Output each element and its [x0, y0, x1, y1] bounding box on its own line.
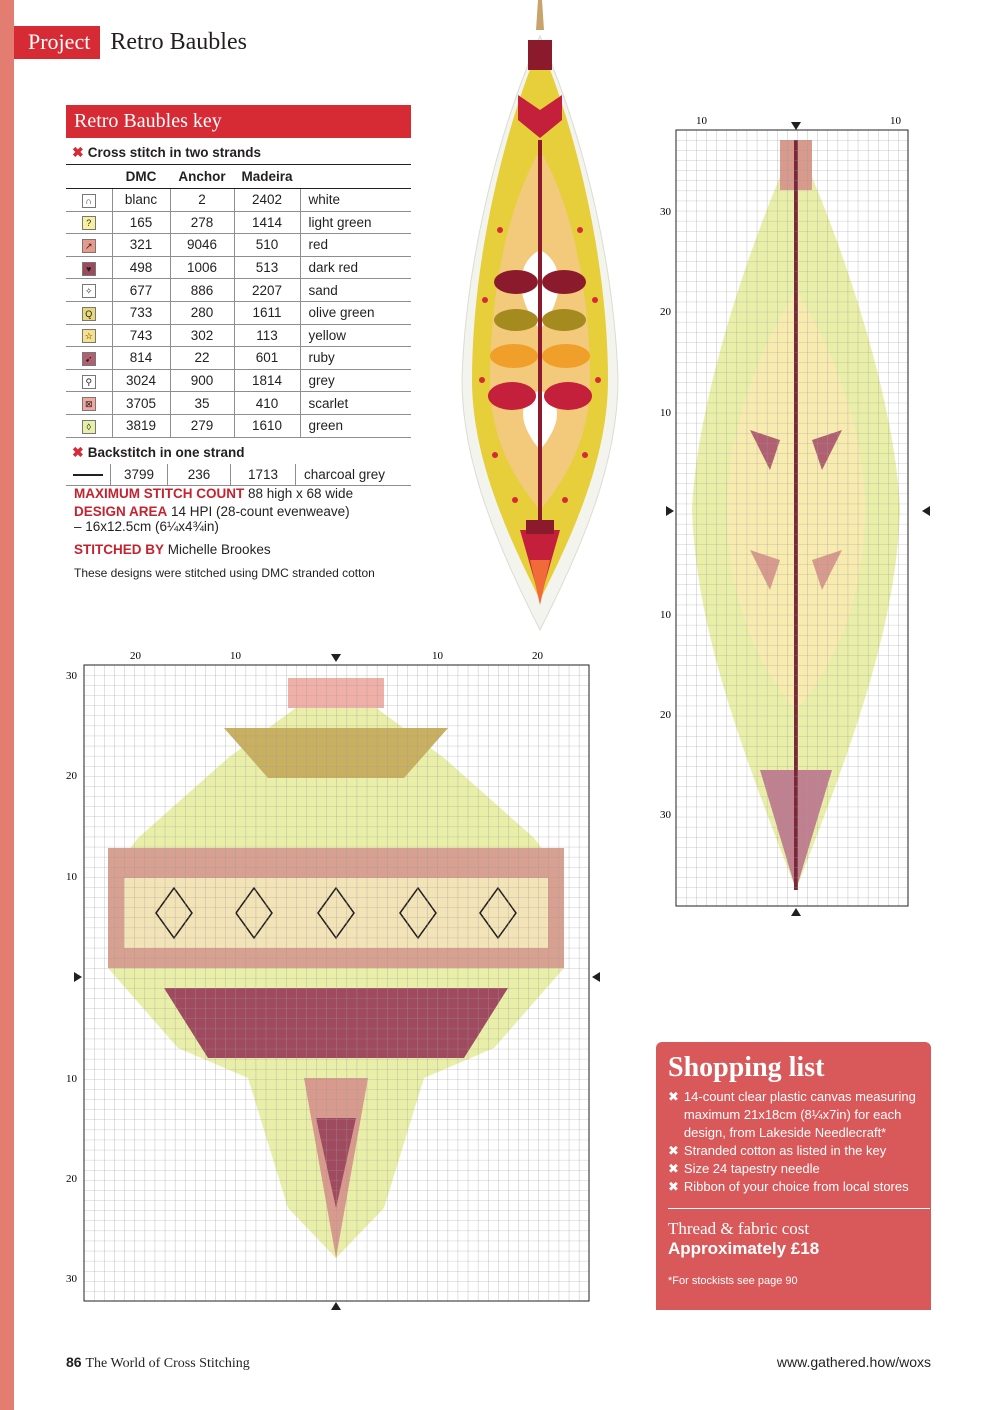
shopping-list — [656, 1042, 931, 1310]
cross-icon: ✖ — [668, 1161, 679, 1176]
side-label: 20 — [660, 306, 671, 318]
symbol-icon: ⚲ — [82, 375, 96, 389]
col-madeira: Madeira — [234, 165, 300, 189]
key-row: ⚲ 3024 900 1814 grey — [66, 369, 411, 392]
list-item: ✖ Ribbon of your choice from local stores — [668, 1179, 909, 1194]
list-item: ✖ 14-count clear plastic canvas measuring maximum 21x18cm (8¼x7in) for each design, from Lakeside Needlecraft* — [668, 1089, 916, 1140]
top-label: 10 — [696, 115, 707, 127]
magazine-name: The World of Cross Stitching — [85, 1356, 250, 1371]
cost-label: Thread & fabric cost — [668, 1219, 810, 1238]
symbol-icon: ◊ — [82, 420, 96, 434]
key-title: Retro Baubles key — [66, 105, 411, 138]
symbol-icon: ? — [82, 216, 96, 230]
key-row: ♥ 498 1006 513 dark red — [66, 256, 411, 279]
symbol-icon: ✧ — [82, 284, 96, 298]
key-row: Q 733 280 1611 olive green — [66, 301, 411, 324]
top-label: 20 — [532, 650, 543, 662]
thread-key — [66, 105, 411, 486]
side-label: 30 — [66, 1273, 77, 1285]
side-label: 10 — [660, 407, 671, 419]
line-icon — [73, 474, 103, 476]
stitched-by: STITCHED BY Michelle Brookes — [74, 542, 271, 557]
top-label: 20 — [130, 650, 141, 662]
symbol-icon: ♥ — [82, 262, 96, 276]
key-row: ↗ 321 9046 510 red — [66, 234, 411, 257]
symbol-icon: ➹ — [82, 352, 96, 366]
shopping-title: Shopping list — [668, 1052, 825, 1083]
symbol-icon: ↗ — [82, 239, 96, 253]
backstitch-row: 3799 236 1713 charcoal grey — [66, 464, 411, 486]
side-label: 10 — [66, 1073, 77, 1085]
list-item: ✖ Stranded cotton as listed in the key — [668, 1143, 887, 1158]
bauble-photo — [440, 0, 640, 640]
col-dmc: DMC — [112, 165, 170, 189]
list-item: ✖ Size 24 tapestry needle — [668, 1161, 820, 1176]
key-row: ✧ 677 886 2207 sand — [66, 279, 411, 302]
cross-icon: ✖ — [72, 443, 84, 460]
dmc-note: These designs were stitched using DMC stranded cotton — [74, 566, 375, 580]
cross-icon: ✖ — [668, 1179, 679, 1194]
chart-tall-bauble — [660, 110, 935, 920]
side-label: 30 — [66, 670, 77, 682]
top-label: 10 — [230, 650, 241, 662]
page-edge-strip — [0, 0, 14, 1410]
key-table — [66, 164, 411, 438]
backstitch-heading-text: Backstitch in one strand — [87, 444, 245, 460]
max-stitch-count: MAXIMUM STITCH COUNT 88 high x 68 wide — [74, 486, 354, 501]
side-label: 20 — [66, 770, 77, 782]
key-row: ⊠ 3705 35 410 scarlet — [66, 392, 411, 415]
symbol-icon: ∩ — [82, 194, 96, 208]
page-number: 86 — [66, 1354, 82, 1370]
page-title: Retro Baubles — [110, 28, 247, 55]
side-label: 20 — [66, 1173, 77, 1185]
cross-heading-text: Cross stitch in two strands — [87, 145, 262, 160]
section-tag: Project — [14, 26, 100, 59]
backstitch-heading — [66, 438, 411, 464]
key-row: ☆ 743 302 113 yellow — [66, 324, 411, 347]
side-label: 30 — [660, 809, 671, 821]
cross-icon: ✖ — [668, 1143, 679, 1158]
side-label: 10 — [660, 609, 671, 621]
key-row: ◊ 3819 279 1610 green — [66, 414, 411, 437]
page-header — [14, 24, 247, 60]
stockists-note: *For stockists see page 90 — [668, 1275, 798, 1287]
cross-icon: ✖ — [668, 1089, 679, 1104]
shopping-items — [656, 1088, 931, 1196]
symbol-icon: Q — [82, 307, 96, 321]
cost-value: Approximately £18 — [668, 1239, 820, 1258]
footer-left — [66, 1354, 250, 1372]
footer-url: www.gathered.how/woxs — [776, 1354, 931, 1370]
key-row: ? 165 278 1414 light green — [66, 211, 411, 234]
cross-stitch-heading — [66, 138, 411, 164]
backstitch-table — [66, 464, 411, 487]
symbol-icon: ☆ — [82, 329, 96, 343]
top-label: 10 — [432, 650, 443, 662]
chart-round-bauble — [64, 648, 604, 1313]
key-row: ➹ 814 22 601 ruby — [66, 347, 411, 370]
col-anchor: Anchor — [170, 165, 234, 189]
symbol-icon: ⊠ — [82, 397, 96, 411]
side-label: 20 — [660, 709, 671, 721]
side-label: 10 — [66, 871, 77, 883]
side-label: 30 — [660, 206, 671, 218]
design-area: DESIGN AREA 14 HPI (28-count evenweave) – 16x12.5cm (6¼x4¾in) — [74, 504, 350, 534]
cross-icon: ✖ — [72, 144, 84, 160]
key-row: ∩ blanc 2 2402 white — [66, 189, 411, 212]
top-label: 10 — [890, 115, 901, 127]
